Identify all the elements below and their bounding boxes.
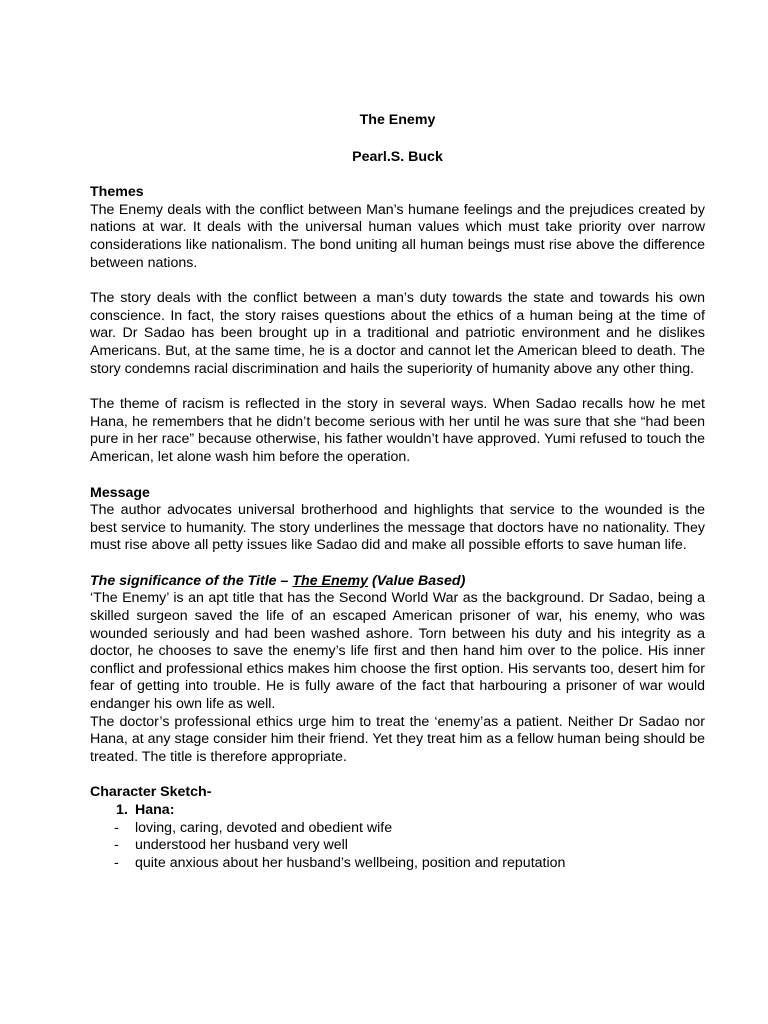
document-title: The Enemy <box>359 112 436 128</box>
dash-bullet: - <box>114 837 119 854</box>
character-item-number: 1. <box>116 802 128 818</box>
significance-heading-suffix: (Value Based) <box>368 572 466 589</box>
themes-heading: Themes <box>90 184 144 201</box>
significance-heading <box>90 573 705 591</box>
hana-traits-list <box>90 820 705 873</box>
significance-paragraph-1: ‘The Enemy’ is an apt title that has the Second World War as the background. Dr Sadao, being a skilled surgeon saved the life of an escaped American prisoner of war, his enemy, who was wounded seriously and had been washed ashore. Torn between his duty and his integrity as a doctor, he chooses to save the enemy’s life first and then hand him over to the police. His inner conflict and professional ethics makes him choose the first option. His servants too, desert him for fear of getting into trouble. He is fully aware of the fact that harbouring a prisoner of war would endanger his own life as well. <box>90 590 705 713</box>
document-page <box>90 112 705 872</box>
trait-text: quite anxious about her husband’s wellbeing, position and reputation <box>135 854 566 871</box>
significance-paragraph-2: The doctor’s professional ethics urge him to treat the ‘enemy’as a patient. Neither Dr Sadao nor Hana, at any stage consider him their friend. Yet they treat him as a fellow human being should be treated. The title is therefore appropriate. <box>90 713 705 765</box>
dash-bullet: - <box>114 854 119 871</box>
significance-heading-title: The Enemy <box>292 572 369 589</box>
character-item-name: Hana: <box>135 802 175 818</box>
message-paragraph: The author advocates universal brotherhood and highlights that service to the wounded is the best service to humanity. The story underlines the message that doctors have no nationality. They must rise above all petty issues like Sadao did and make all possible efforts to save human life. <box>90 502 705 554</box>
themes-paragraph-2: The story deals with the conflict between a man’s duty towards the state and towards his own conscience. In fact, the story raises questions about the ethics of a human being at the time of war. Dr Sadao has been brought up in a traditional and patriotic environment and he dislikes Americans. But, at the same time, he is a doctor and cannot let the American bleed to death. The story condemns racial discrimination and hails the superiority of humanity above any other thing. <box>90 290 705 377</box>
character-sketch-heading: Character Sketch- <box>90 784 212 801</box>
list-item <box>90 820 705 838</box>
trait-text: loving, caring, devoted and obedient wife <box>135 819 393 836</box>
significance-heading-prefix: The significance of the Title – <box>90 572 293 589</box>
dash-bullet: - <box>114 819 119 836</box>
message-heading: Message <box>90 484 150 501</box>
themes-paragraph-1: The Enemy deals with the conflict between Man’s humane feelings and the prejudices created by nations at war. It deals with the universal human values which must take priority over narrow considerations like nationalism. The bond uniting all human beings must rise above the difference between nations. <box>90 201 705 271</box>
character-item-hana <box>90 802 705 820</box>
trait-text: understood her husband very well <box>135 837 348 854</box>
themes-paragraph-3: The theme of racism is reflected in the story in several ways. When Sadao recalls how he met Hana, he remembers that he didn’t become serious with her until he was sure that she “had been pure in her race” because otherwise, his father wouldn’t have approved. Yumi refused to touch the American, let alone wash him before the operation. <box>90 396 705 465</box>
list-item <box>90 855 705 873</box>
list-item <box>90 837 705 855</box>
document-author: Pearl.S. Buck <box>352 148 443 165</box>
